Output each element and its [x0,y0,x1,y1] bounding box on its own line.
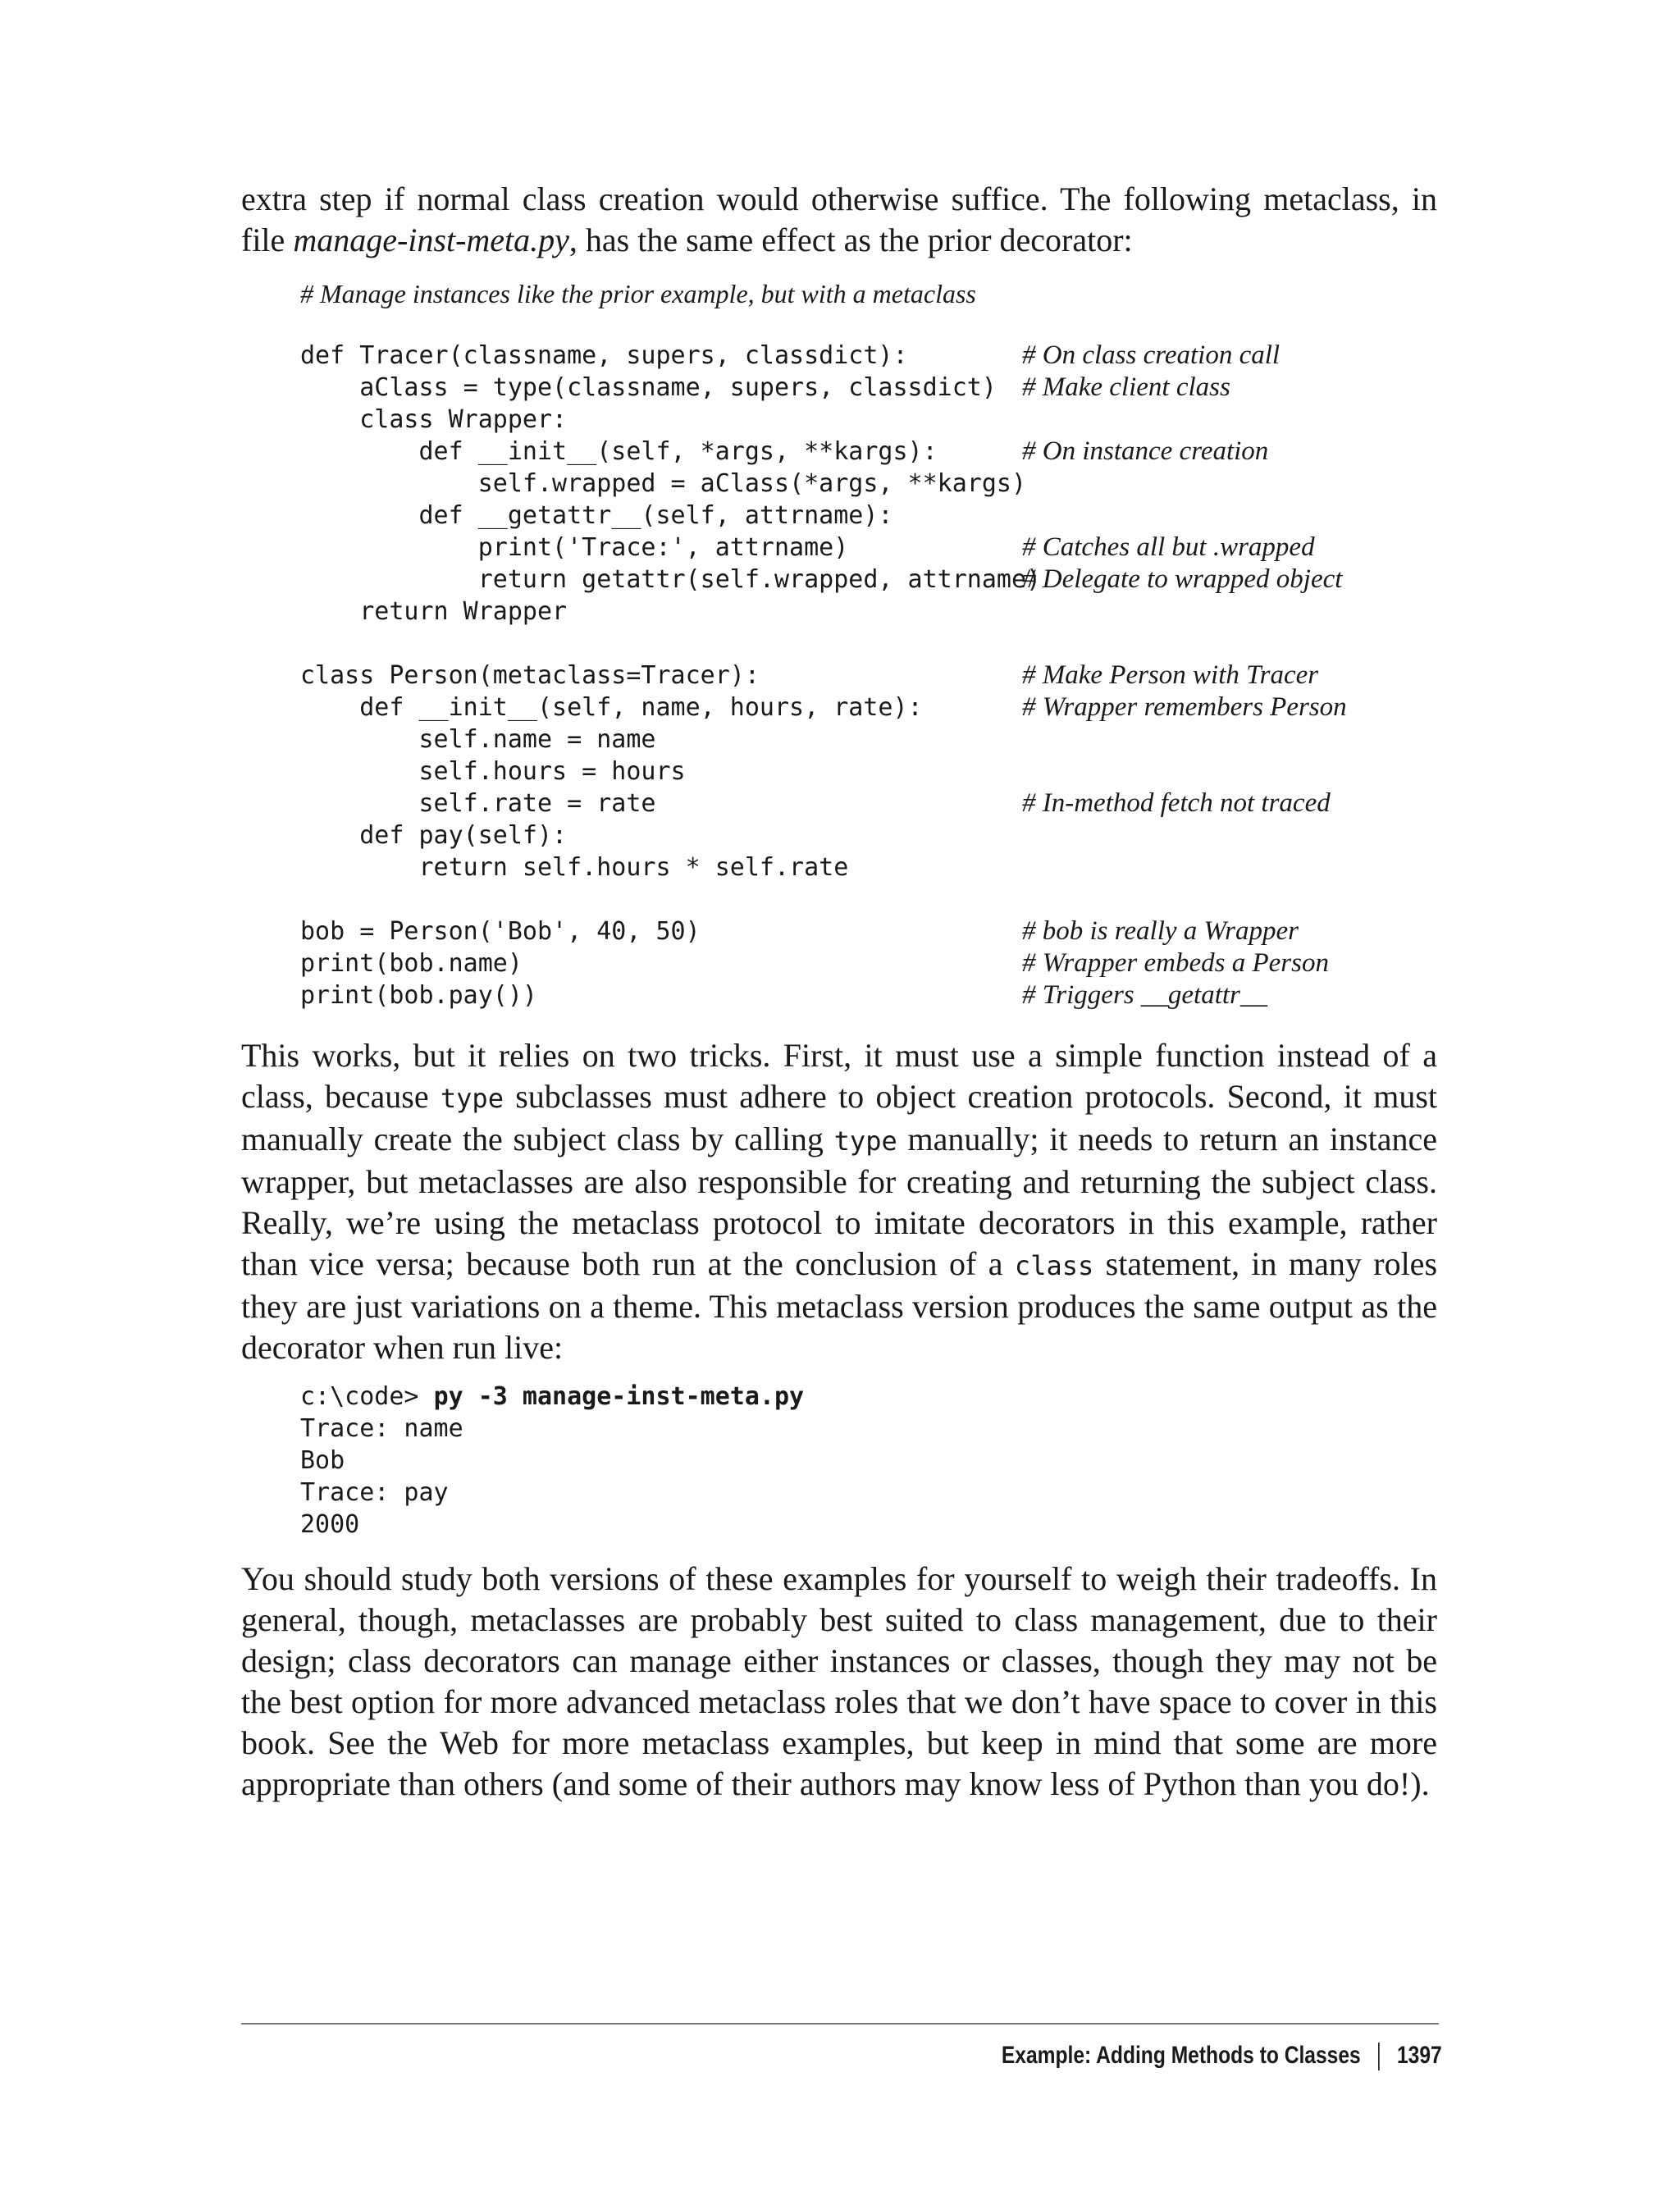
code-comment: # Wrapper embeds a Person [1022,948,1329,978]
code-text: print(bob.pay()) [300,981,537,1010]
code-comment: # Make Person with Tracer [1022,660,1319,690]
terminal-output-line: Trace: name [300,1414,463,1443]
para2-text-4: statement, in many roles they are just variations on a theme. This metaclass version produces the same output as the decorator when run live: [241,1245,1438,1366]
footer-divider [241,2023,1439,2025]
code-header-comment: # Manage instances like the prior example, but with a metaclass [300,279,976,308]
code-text: def Tracer(classname, supers, classdict): [300,341,908,370]
footer-section-title: Example: Adding Methods to Classes [1002,2042,1361,2069]
para2-text-1: This works, but it relies on two tricks. First, it must use a simple function instead of a class, because [241,1037,1437,1115]
inline-code-type-1: type [440,1083,504,1114]
intro-text-1: extra step if normal class creation would otherwise suffice. The following metaclass, in file [241,180,1437,258]
code-line [300,596,1449,628]
page-footer [1002,2031,1442,2080]
code-line [300,628,1449,660]
code-line [300,500,1449,532]
code-text: self.rate = rate [300,789,656,818]
para2-text-3: manually; it needs to return an instance wrapper, but metaclasses are also responsible for creating and returning the subject class. Really, we’re using the metaclass protocol to imitate decorators in this example, rather than vice versa; because both run at the conclusion of a [241,1121,1437,1282]
code-line [300,851,1449,883]
intro-filename: manage-inst-meta.py [293,221,569,258]
code-text: bob = Person('Bob', 40, 50) [300,917,701,946]
code-text: def pay(self): [300,821,568,850]
conclusion-paragraph: You should study both versions of these examples for yourself to weigh their tradeoffs. In general, though, metaclasses are probably best suited to class management, due to their design; class decorators can manage either instances or classes, though they may not be the best option for more advanced metaclass roles that we don’t have space to cover in this book. See the Web for more metaclass examples, but keep in mind that some are more appropriate than others (and some of their authors may know less of Python than you do!). [241,1560,1437,1802]
inline-code-type-2: type [833,1125,897,1157]
code-line [300,468,1449,500]
code-comment: # In-method fetch not traced [1022,788,1331,818]
code-comment: # Triggers __getattr__ [1022,980,1267,1010]
code-line [300,883,1449,915]
code-text: def __getattr__(self, attrname): [300,501,893,530]
code-line [300,819,1449,851]
terminal-output-line: 2000 [300,1510,360,1539]
code-line [300,979,1449,1011]
code-line [300,372,1449,404]
code-text: self.wrapped = aClass(*args, **kargs) [300,469,1027,498]
code-comment: # bob is really a Wrapper [1022,916,1299,946]
code-comment: # On class creation call [1022,340,1281,370]
code-text: return self.hours * self.rate [300,853,849,882]
code-comment: # Catches all but .wrapped [1022,532,1315,562]
terminal-prompt: c:\code> [300,1382,434,1411]
code-comment: # Make client class [1022,372,1230,402]
code-comment: # Wrapper remembers Person [1022,692,1347,722]
code-line [300,340,1449,372]
code-text: return getattr(self.wrapped, attrname) [300,565,1042,594]
code-text: return Wrapper [300,597,568,626]
code-text: def __init__(self, name, hours, rate): [300,693,923,722]
footer-separator [1378,2043,1380,2070]
code-line [300,532,1449,564]
code-line [300,660,1449,692]
code-text: print(bob.name) [300,949,523,978]
code-line [300,436,1449,468]
code-line [300,947,1449,979]
code-text: class Person(metaclass=Tracer): [300,661,760,690]
code-line [300,788,1449,819]
code-text: class Wrapper: [300,405,568,434]
code-line [300,404,1449,436]
explanation-paragraph [241,1035,1437,1368]
code-text: self.name = name [300,725,656,754]
code-line [300,915,1449,947]
code-line [300,692,1449,724]
code-line [300,756,1449,788]
code-comment: # On instance creation [1022,436,1269,466]
terminal-output-line: Bob [300,1446,345,1475]
code-text: print('Trace:', attrname) [300,533,849,562]
code-text: def __init__(self, *args, **kargs): [300,437,938,466]
intro-paragraph [241,179,1437,261]
code-text: aClass = type(classname, supers, classdict) [300,373,997,402]
intro-text-2: , has the same effect as the prior decorator: [568,221,1133,258]
terminal-command: py -3 manage-inst-meta.py [433,1382,805,1411]
code-line [300,724,1449,756]
page-number: 1397 [1397,2042,1442,2069]
para2-text-2: subclasses must adhere to object creation protocols. Second, it must manually create the subject class by calling [241,1078,1437,1157]
terminal-command-line [300,1381,1449,1413]
code-comment: # Delegate to wrapped object [1022,564,1343,594]
inline-code-class: class [1014,1250,1094,1281]
terminal-output-line: Trace: pay [300,1478,449,1507]
code-line [300,564,1449,596]
code-text: self.hours = hours [300,757,686,786]
